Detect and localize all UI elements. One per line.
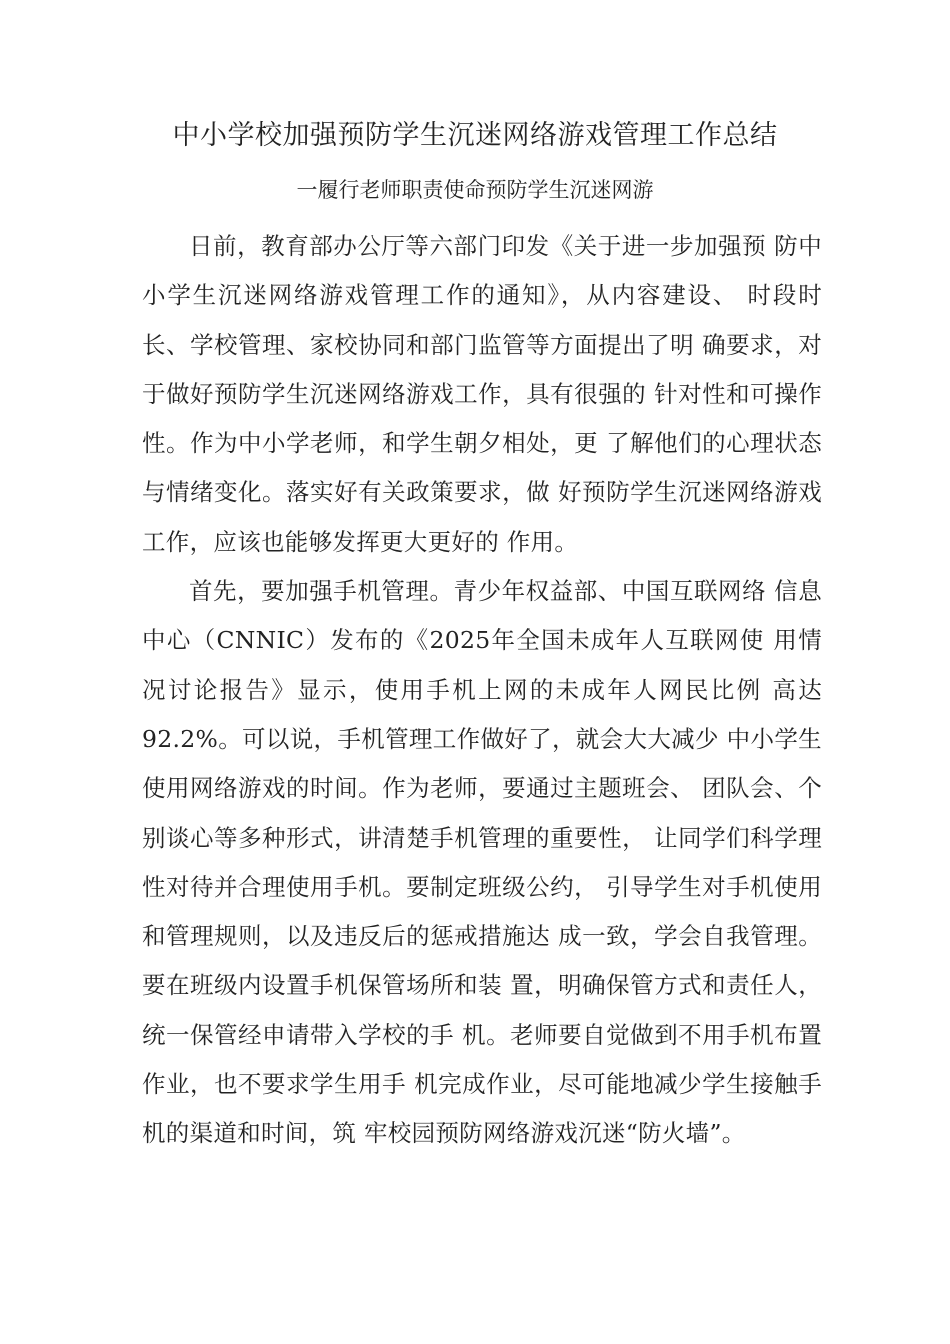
paragraph-1: 日前，教育部办公厅等六部门印发《关于进一步加强预 防中小学生沉迷网络游戏管理工作的通知》，从内容建设、 时段时长、学校管理、家校协同和部门监管等方面提出了明 确要求，对于做好预防学生沉迷网络游戏工作，具有很强的 针对性和可操作性。作为中小学老师，和学生朝夕相处，更 了解他们的心理状态与情绪变化。落实好有关政策要求，做 好预防学生沉迷网络游戏工作，应该也能够发挥更大更好的 作用。: [142, 232, 822, 556]
document-title: 中小学校加强预防学生沉迷网络游戏管理工作总结: [172, 120, 778, 151]
document-body: [142, 222, 822, 1159]
paragraph-2: 首先，要加强手机管理。青少年权益部、中国互联网络 信息中心（CNNIC）发布的《2025年全国未成年人互联网使 用情况讨论报告》显示，使用手机上网的未成年人网民比例 高达92.2%。可以说，手机管理工作做好了，就会大大减少 中小学生使用网络游戏的时间。作为老师，要通过主题班会、 团队会、个别谈心等多种形式，讲清楚手机管理的重要性， 让同学们科学理性对待并合理使用手机。要制定班级公约， 引导学生对手机使用和管理规则，以及违反后的惩戒措施达 成一致，学会自我管理。要在班级内设置手机保管场所和装 置，明确保管方式和责任人，统一保管经申请带入学校的手 机。老师要自觉做到不用手机布置作业，也不要求学生用手 机完成作业，尽可能地减少学生接触手机的渠道和时间，筑 牢校园预防网络游戏沉迷“防火墙”。: [142, 577, 822, 1148]
document-subtitle: 一履行老师职责使命预防学生沉迷网游: [296, 178, 654, 202]
